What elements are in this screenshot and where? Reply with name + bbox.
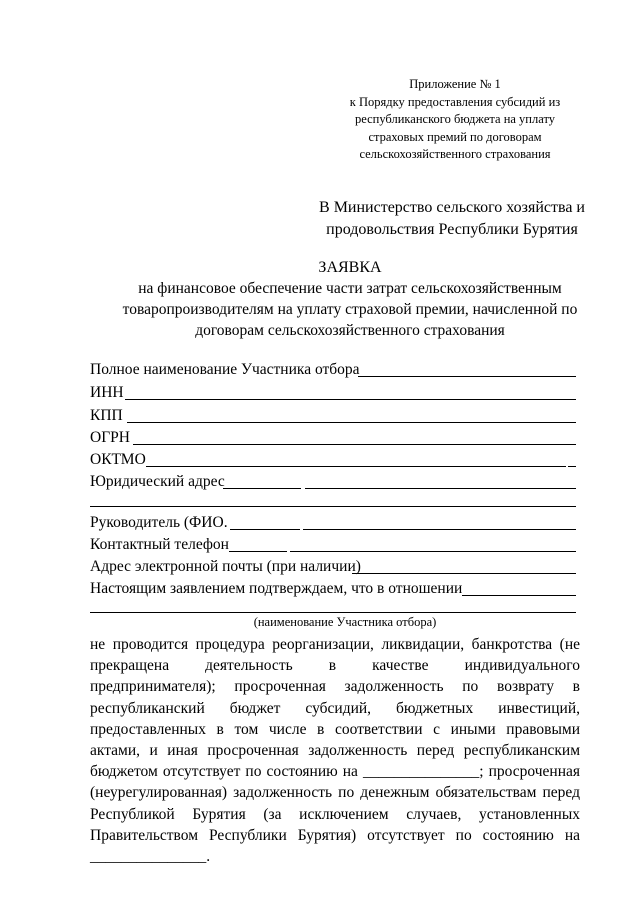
document-title: ЗАЯВКА bbox=[318, 259, 382, 276]
email-label: Адрес электронной почты (при наличии) bbox=[90, 558, 361, 575]
appendix-line-4: страховых премий по договорам bbox=[368, 129, 542, 144]
appendix-line-1: Приложение № 1 bbox=[409, 77, 501, 91]
confirm-field-1[interactable] bbox=[462, 595, 576, 596]
oktmo-label: ОКТМО bbox=[90, 451, 146, 468]
oktmo-field[interactable] bbox=[146, 466, 566, 467]
ogrn-field[interactable] bbox=[133, 444, 576, 445]
participant-name-field[interactable] bbox=[90, 612, 576, 613]
ogrn-label: ОГРН bbox=[90, 429, 130, 446]
subtitle-line-1: на финансовое обеспечение части затрат сельскохозяйственным bbox=[138, 280, 562, 297]
participant-name-caption: (наименование Участника отбора) bbox=[253, 615, 437, 629]
appendix-line-5: сельскохозяйственного страхования bbox=[359, 147, 551, 161]
addressee-line-2: продовольствия Республики Бурятия bbox=[326, 221, 578, 238]
appendix-line-3: республиканского бюджета на уплату bbox=[355, 112, 555, 126]
addressee-block bbox=[316, 197, 588, 241]
appendix-header bbox=[330, 76, 580, 164]
subtitle-line-2: товаропроизводителям на уплату страховой премии, начисленной по bbox=[122, 301, 578, 318]
subtitle-line-3: договорам сельскохозяйственного страхования bbox=[195, 322, 505, 339]
confirm-label: Настоящим заявлением подтверждаем, что в отношении bbox=[90, 580, 463, 597]
head-field-1[interactable] bbox=[230, 529, 300, 530]
full-name-field[interactable] bbox=[358, 376, 576, 377]
document-subtitle bbox=[90, 278, 610, 341]
legal-address-field-2[interactable] bbox=[305, 488, 576, 489]
full-name-label: Полное наименование Участника отбора bbox=[90, 361, 360, 378]
kpp-label: КПП bbox=[90, 407, 123, 424]
declaration-text bbox=[90, 634, 580, 867]
phone-field-1[interactable] bbox=[229, 551, 287, 552]
email-field[interactable] bbox=[352, 573, 576, 574]
declaration-paragraph: не проводится процедура реорганизации, ликвидации, банкротства (не прекращена деятельность в качестве индивидуального предпринимателя); просроченная задолженность по возврату в республиканский бюджет субсидий, бюджетных инвестиций, предоставленных в том числе в соответствии с иными правовыми актами, и иная просроченная задолженность перед республиканским бюджетом отсутствует по состоянию на _______________; просроченная (неурегулированная) задолженность по денежным обязательствам перед Республикой Бурятия (за исключением случаев, установленных Правительством Республики Бурятия) отсутствует по состоянию на _______________. bbox=[90, 636, 580, 866]
oktmo-field-tail bbox=[568, 466, 576, 467]
head-label: Руководитель (ФИО. bbox=[90, 514, 228, 531]
legal-address-label: Юридический адрес bbox=[90, 473, 225, 490]
phone-field-2[interactable] bbox=[290, 551, 576, 552]
appendix-line-2: к Порядку предоставления субсидий из bbox=[349, 94, 561, 109]
inn-field[interactable] bbox=[125, 399, 576, 400]
addressee-line-1: В Министерство сельского хозяйства и bbox=[319, 199, 585, 216]
head-field-2[interactable] bbox=[303, 529, 576, 530]
legal-address-field-3[interactable] bbox=[90, 506, 576, 507]
legal-address-field-1[interactable] bbox=[223, 488, 301, 489]
phone-label: Контактный телефон bbox=[90, 536, 229, 553]
inn-label: ИНН bbox=[90, 384, 124, 401]
kpp-field[interactable] bbox=[127, 422, 576, 423]
